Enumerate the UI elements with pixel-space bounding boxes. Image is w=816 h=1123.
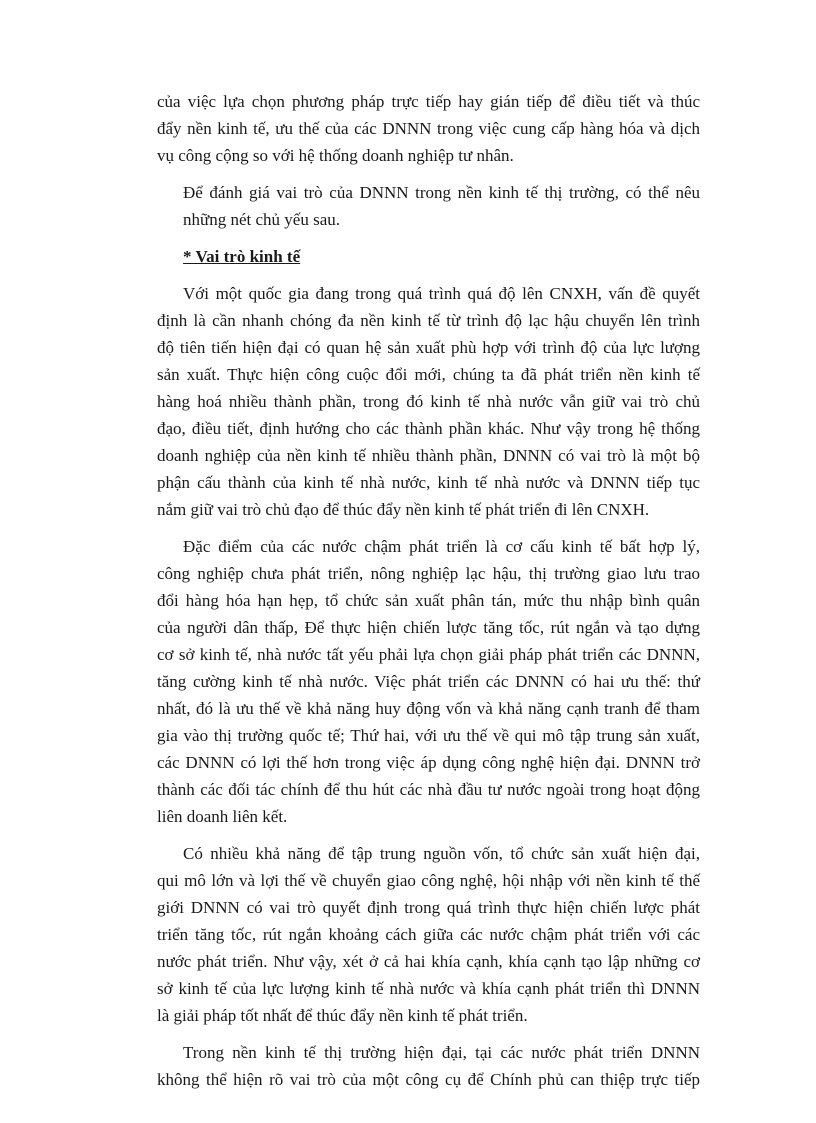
text-line: giới DNNN có vai trò quyết định trong quá trình thực hiện chiến lược phát: [157, 898, 700, 917]
text-line: vụ công cộng so với hệ thống doanh nghiệp tư nhân.: [157, 146, 514, 165]
text-line: triển tăng tốc, rút ngắn khoảng cách giữa các nước chậm phát triển với các: [157, 925, 700, 944]
paragraph-evaluation-intro: [157, 179, 700, 233]
paragraph-transition-role: [157, 280, 700, 523]
text-line: thành các đối tác chính để thu hút các nhà đầu tư nước ngoài trong hoạt động: [157, 780, 700, 799]
text-line: không thể hiện rõ vai trò của một công cụ để Chính phủ can thiệp trực tiếp: [157, 1070, 700, 1089]
paragraph-intro-continuation: [157, 88, 700, 169]
text-line: đẩy nền kinh tế, ưu thế của các DNNN trong việc cung cấp hàng hóa và dịch: [157, 119, 700, 138]
text-line: độ tiên tiến hiện đại có quan hệ sản xuất phù hợp với trình độ của lực lượng: [157, 338, 700, 357]
text-line: của việc lựa chọn phương pháp trực tiếp hay gián tiếp để điều tiết và thúc: [157, 92, 700, 111]
text-line: phận cấu thành của kinh tế nhà nước, kinh tế nhà nước và DNNN tiếp tục: [157, 473, 700, 492]
document-page: [157, 88, 700, 1103]
paragraph-capital-concentration: [157, 840, 700, 1029]
text-line: hàng hoá nhiều thành phần, trong đó kinh tế nhà nước vẫn giữ vai trò chủ: [157, 392, 700, 411]
text-line: công nghiệp chưa phát triển, nông nghiệp lạc hậu, thị trường giao lưu trao: [157, 564, 700, 583]
text-line: liên doanh liên kết.: [157, 807, 288, 826]
text-line: nước phát triển. Như vậy, xét ở cả hai khía cạnh, khía cạnh tạo lập những cơ: [157, 952, 700, 971]
text-line: sở kinh tế của lực lượng kinh tế nhà nước và khía cạnh phát triển thì DNNN: [157, 979, 700, 998]
text-line: định là cần nhanh chóng đa nền kinh tế từ trình độ lạc hậu chuyển lên trình: [157, 311, 700, 330]
text-line: qui mô lớn và lợi thế về chuyển giao công nghệ, hội nhập với nền kinh tế thế: [157, 871, 700, 890]
text-line: tăng cường kinh tế nhà nước. Việc phát triển các DNNN có hai ưu thế: thứ: [157, 672, 700, 691]
text-line: sản xuất. Thực hiện công cuộc đổi mới, chúng ta đã phát triển nền kinh tế: [157, 365, 700, 384]
text-line: các DNNN có lợi thế hơn trong việc áp dụng công nghệ hiện đại. DNNN trở: [157, 753, 700, 772]
text-line: những nét chủ yếu sau.: [183, 210, 340, 229]
text-line: nắm giữ vai trò chủ đạo để thúc đẩy nền kinh tế phát triển đi lên CNXH.: [157, 500, 650, 519]
section-heading-economic-role: * Vai trò kinh tế: [183, 247, 301, 266]
paragraph-developing-countries: [157, 533, 700, 830]
text-line: gia vào thị trường quốc tế; Thứ hai, với ưu thế về qui mô tập trung sản xuất,: [157, 726, 700, 745]
text-line: Để đánh giá vai trò của DNNN trong nền kinh tế thị trường, có thể nêu: [183, 183, 700, 202]
text-line: là giải pháp tốt nhất để thúc đẩy nền kinh tế phát triển.: [157, 1006, 528, 1025]
text-line: đạo, điều tiết, định hướng cho các thành phần khác. Như vậy trong hệ thống: [157, 419, 700, 438]
text-line: Có nhiều khả năng để tập trung nguồn vốn, tổ chức sản xuất hiện đại,: [183, 844, 700, 863]
text-line: đổi hàng hóa hạn hẹp, tổ chức sản xuất phân tán, mức thu nhập bình quân: [157, 591, 700, 610]
text-line: cơ sở kinh tế, nhà nước tất yếu phải lựa chọn giải pháp phát triển các DNNN,: [157, 645, 700, 664]
text-line: Với một quốc gia đang trong quá trình quá độ lên CNXH, vấn đề quyết: [183, 284, 700, 303]
text-line: của người dân thấp, Để thực hiện chiến lược tăng tốc, rút ngắn và tạo dựng: [157, 618, 700, 637]
text-line: doanh nghiệp của nền kinh tế nhiều thành phần, DNNN có vai trò là một bộ: [157, 446, 700, 465]
text-line: Đặc điểm của các nước chậm phát triển là cơ cấu kinh tế bất hợp lý,: [183, 537, 700, 556]
text-line: nhất, đó là ưu thế về khả năng huy động vốn và khả năng cạnh tranh để tham: [157, 699, 700, 718]
text-line: Trong nền kinh tế thị trường hiện đại, tại các nước phát triển DNNN: [183, 1043, 700, 1062]
paragraph-modern-market: [157, 1039, 700, 1093]
